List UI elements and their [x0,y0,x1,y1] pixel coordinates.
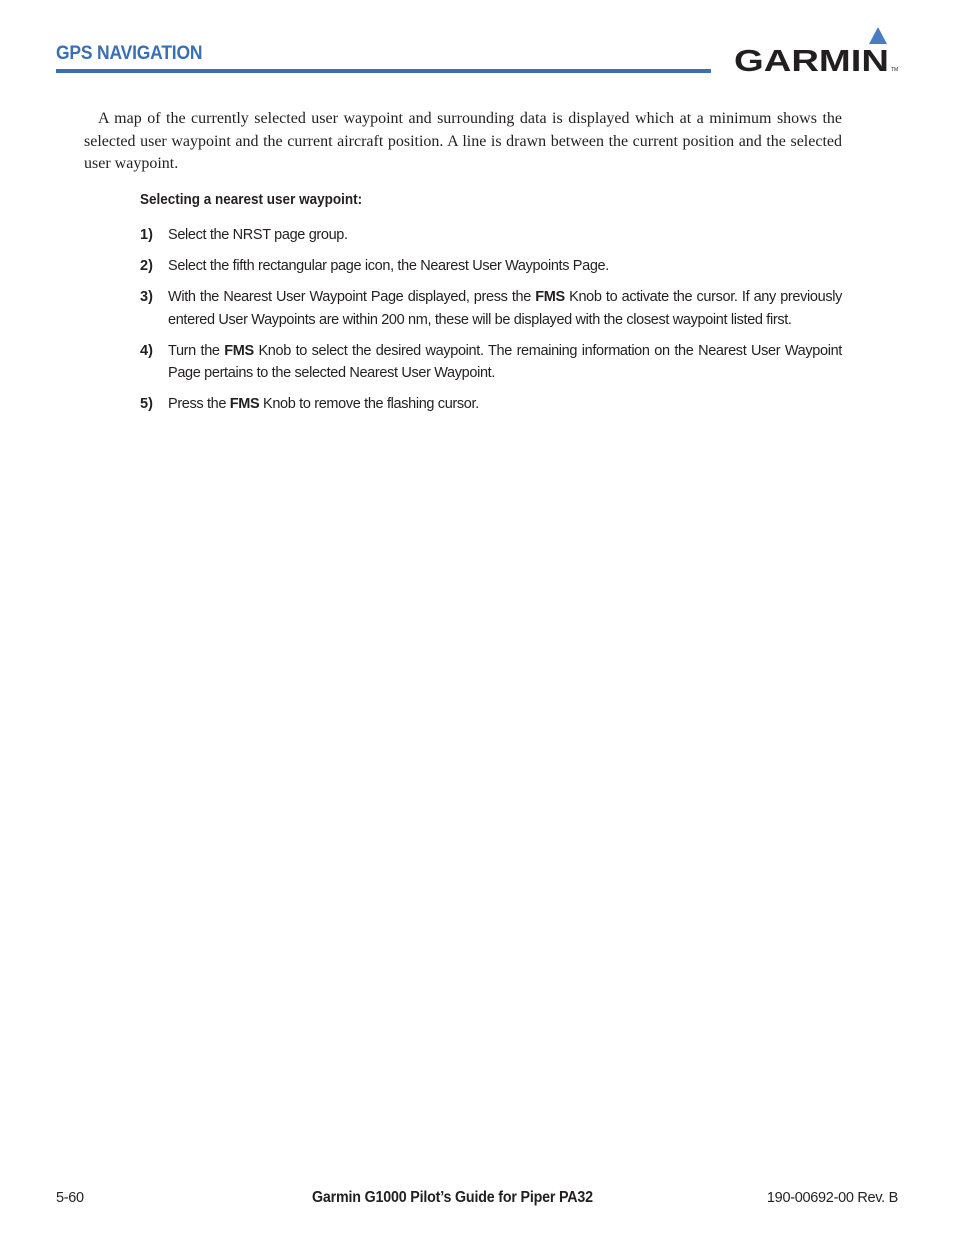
procedure-step-5 [140,393,842,416]
logo-wordmark: GARMIN [734,43,889,76]
garmin-logo [733,24,903,76]
step-text: Press the FMS Knob to remove the flashing cursor. [168,396,479,412]
footer-guide-title: Garmin G1000 Pilot’s Guide for Piper PA32 [312,1189,593,1206]
step-number: 5) [140,396,153,412]
fms-knob-label: FMS [229,396,260,412]
section-title: GPS NAVIGATION [56,43,203,64]
step-number: 2) [140,258,153,274]
step-number: 3) [140,289,153,305]
procedure-step-3 [140,286,842,331]
step-text: Turn the FMS Knob to select the desired waypoint. The remaining information on the Nearest User Waypoint Page pertains to the selected Nearest User Waypoint. [168,342,842,381]
procedure-step-1 [140,224,842,247]
procedure-title: Selecting a nearest user waypoint: [140,191,363,208]
step-number: 4) [140,342,153,359]
fms-knob-label: FMS [535,289,565,305]
procedure-step-2 [140,255,842,278]
footer-doc-number: 190-00692-00 Rev. B [766,1190,898,1206]
header-rule [56,69,711,73]
garmin-triangle-icon [869,27,887,44]
step-text: Select the fifth rectangular page icon, the Nearest User Waypoints Page. [168,258,609,274]
procedure-step-4 [140,340,842,385]
step-text: Select the NRST page group. [168,227,348,243]
footer-page-number: 5-60 [56,1190,84,1206]
logo-trademark: TM [891,67,899,73]
step-number: 1) [140,227,153,243]
step-text: With the Nearest User Waypoint Page displayed, press the FMS Knob to activate the cursor. If any previously entered User Waypoints are within 200 nm, these will be displayed with the closest waypoint listed first. [168,289,842,328]
fms-knob-label: FMS [224,342,254,359]
procedure-steps [140,224,842,424]
intro-paragraph: A map of the currently selected user waypoint and surrounding data is displayed which at a minimum shows the selected user waypoint and the current aircraft position. A line is drawn between the current position and the selected user waypoint. [84,110,842,172]
